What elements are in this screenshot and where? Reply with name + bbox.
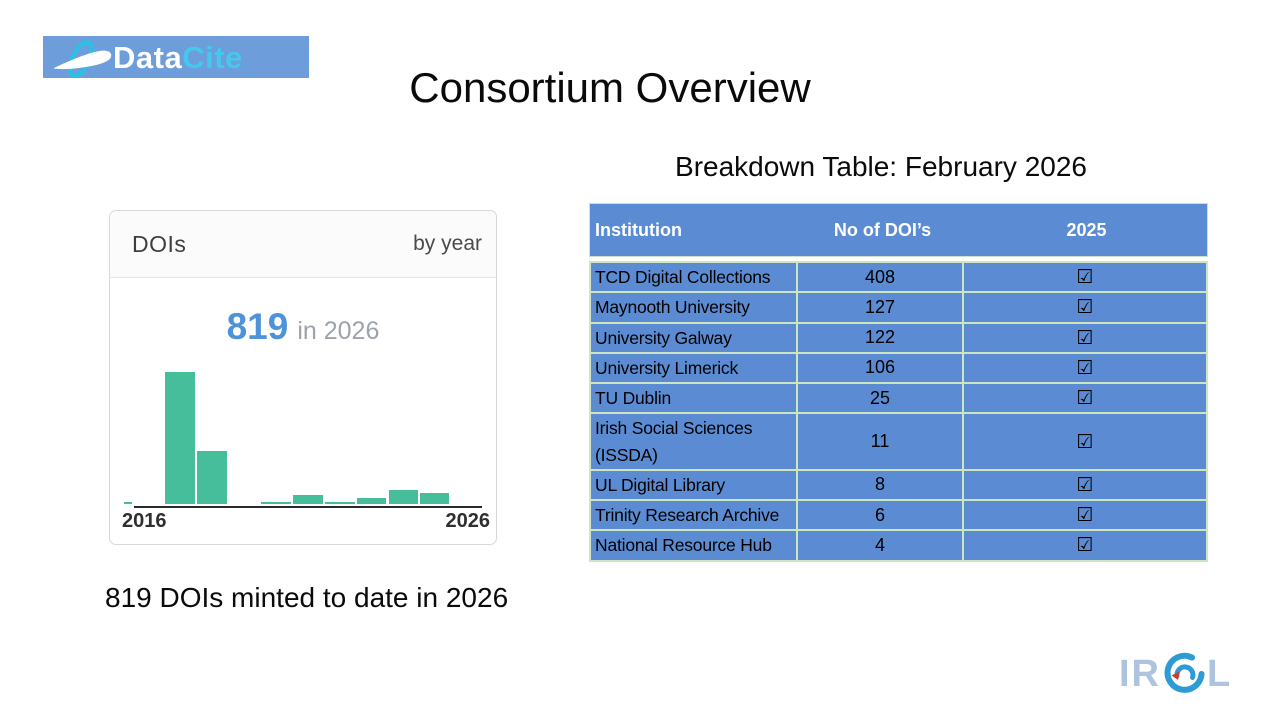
page-title: Consortium Overview bbox=[409, 64, 811, 111]
cell-institution: Trinity Research Archive bbox=[591, 501, 796, 529]
doi-headline bbox=[110, 306, 496, 348]
chart-bar-2025 bbox=[420, 493, 449, 504]
datacite-word-data: Data bbox=[113, 39, 183, 75]
col-header-institution: Institution bbox=[595, 219, 682, 240]
cell-doi-count: 122 bbox=[798, 324, 962, 352]
chart-bar-2020 bbox=[261, 502, 291, 504]
table-row bbox=[591, 501, 1206, 529]
datacite-logo bbox=[43, 36, 309, 78]
table-row bbox=[591, 354, 1206, 382]
chart-bar-2022 bbox=[325, 502, 355, 504]
cell-institution: Irish Social Sciences (ISSDA) bbox=[591, 414, 796, 469]
table-row bbox=[591, 471, 1206, 499]
checked-checkbox-icon: ☑ bbox=[964, 354, 1206, 382]
checked-checkbox-icon: ☑ bbox=[964, 384, 1206, 412]
checked-checkbox-icon: ☑ bbox=[964, 263, 1206, 291]
datacite-wordmark bbox=[113, 39, 243, 75]
doi-stats-card bbox=[109, 210, 497, 545]
cell-institution: TU Dublin bbox=[591, 384, 796, 412]
table-header-row bbox=[589, 203, 1208, 257]
checked-checkbox-icon: ☑ bbox=[964, 414, 1206, 469]
chart-bar-2016 bbox=[124, 502, 132, 504]
irel-spiral-e-icon bbox=[1162, 651, 1206, 697]
cell-institution: Maynooth University bbox=[591, 293, 796, 321]
cell-institution: UL Digital Library bbox=[591, 471, 796, 499]
col-header-2025: 2025 bbox=[1066, 219, 1107, 240]
doi-headline-value: 819 bbox=[226, 306, 289, 347]
stats-card-subtitle: by year bbox=[413, 232, 482, 255]
checked-checkbox-icon: ☑ bbox=[964, 501, 1206, 529]
cell-doi-count: 4 bbox=[798, 531, 962, 559]
x-axis-label-start: 2016 bbox=[122, 510, 167, 532]
table-row bbox=[591, 324, 1206, 352]
stats-card-title: DOIs bbox=[132, 230, 187, 257]
table-row bbox=[591, 531, 1206, 559]
caption-text: 819 DOIs minted to date in 2026 bbox=[105, 582, 509, 613]
table-row bbox=[591, 384, 1206, 412]
cell-institution: University Limerick bbox=[591, 354, 796, 382]
table-row bbox=[591, 293, 1206, 321]
table-row bbox=[591, 263, 1206, 291]
cell-doi-count: 8 bbox=[798, 471, 962, 499]
irel-logo bbox=[1119, 651, 1232, 697]
checked-checkbox-icon: ☑ bbox=[964, 471, 1206, 499]
cell-doi-count: 106 bbox=[798, 354, 962, 382]
chart-bar-2023 bbox=[357, 498, 386, 504]
doi-headline-suffix: in 2026 bbox=[297, 317, 380, 345]
checked-checkbox-icon: ☑ bbox=[964, 531, 1206, 559]
chart-bar-2024 bbox=[389, 490, 418, 504]
breakdown-table bbox=[589, 203, 1208, 562]
checked-checkbox-icon: ☑ bbox=[964, 324, 1206, 352]
irel-letters-ir: IR bbox=[1119, 653, 1161, 695]
cell-institution: National Resource Hub bbox=[591, 531, 796, 559]
checked-checkbox-icon: ☑ bbox=[964, 293, 1206, 321]
datacite-word-cite: Cite bbox=[182, 39, 243, 75]
table-body bbox=[589, 261, 1208, 562]
cell-institution: TCD Digital Collections bbox=[591, 263, 796, 291]
chart-bar-2018 bbox=[197, 451, 227, 504]
breakdown-table-title: Breakdown Table: February 2026 bbox=[675, 151, 1087, 182]
cell-institution: University Galway bbox=[591, 324, 796, 352]
x-axis-label-end: 2026 bbox=[445, 510, 490, 532]
cell-doi-count: 408 bbox=[798, 263, 962, 291]
col-header-dois: No of DOI’s bbox=[833, 219, 932, 240]
stats-card-header bbox=[110, 211, 496, 278]
cell-doi-count: 6 bbox=[798, 501, 962, 529]
table-row bbox=[591, 414, 1206, 469]
irel-letter-l: L bbox=[1207, 653, 1233, 695]
cell-doi-count: 11 bbox=[798, 414, 962, 469]
cell-doi-count: 25 bbox=[798, 384, 962, 412]
chart-bar-2021 bbox=[293, 495, 323, 504]
cell-doi-count: 127 bbox=[798, 293, 962, 321]
datacite-orbit-icon bbox=[51, 37, 113, 77]
x-axis-line bbox=[134, 506, 482, 508]
chart-bar-2017 bbox=[165, 372, 195, 504]
